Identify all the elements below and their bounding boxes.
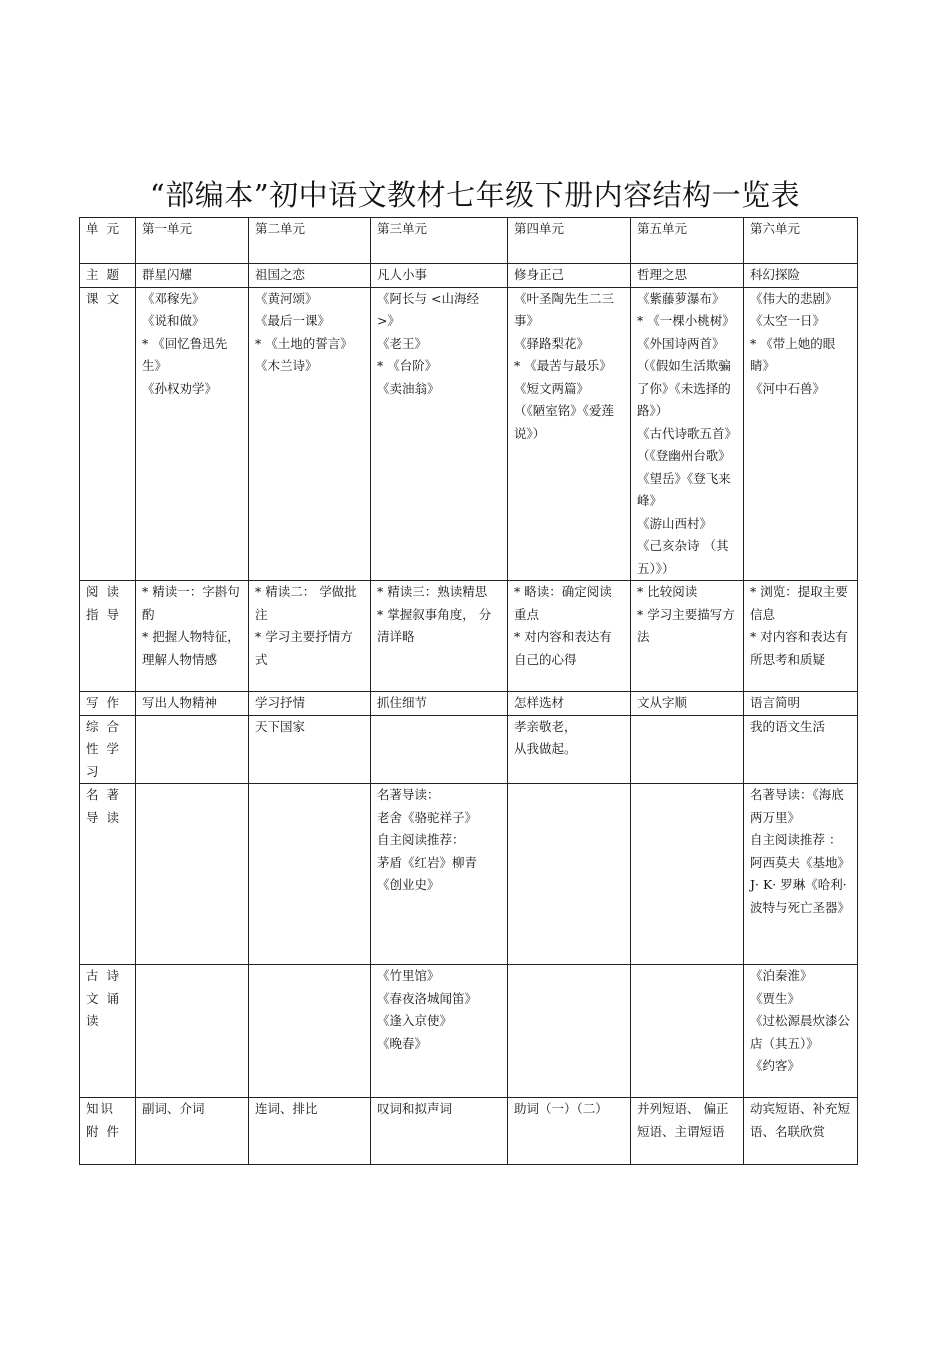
- row-label-integrated-learning: 综 合 性 学 习: [80, 715, 136, 784]
- cell-unit-6: 第六单元: [744, 218, 858, 264]
- cell-unit-2: 第二单元: [249, 218, 371, 264]
- row-label-classics-guide: 名 著 导 读: [80, 784, 136, 965]
- row-label-unit: 单 元: [80, 218, 136, 264]
- row-label-knowledge-appendix: 知识 附 件: [80, 1098, 136, 1165]
- table-row-unit: [80, 218, 858, 264]
- cell-unit-4: 第四单元: [508, 218, 631, 264]
- cell-poetry-3: 《竹里馆》 《春夜洛城闻笛》 《逢入京使》 《晚春》: [371, 965, 508, 1098]
- cell-theme-1: 群星闪耀: [136, 264, 249, 288]
- cell-knowledge-1: 副词、介词: [136, 1098, 249, 1165]
- cell-integrated-6: 我的语文生活: [744, 715, 858, 784]
- table-row-classics-guide: [80, 784, 858, 965]
- cell-classics-3: 名著导读： 老舍《骆驼祥子》 自主阅读推荐： 茅盾《红岩》柳青《创业史》: [371, 784, 508, 965]
- cell-integrated-1: [136, 715, 249, 784]
- row-label-writing: 写 作: [80, 692, 136, 716]
- cell-writing-3: 抓住细节: [371, 692, 508, 716]
- cell-knowledge-5: 并列短语、 偏正短语、主谓短语: [631, 1098, 744, 1165]
- cell-texts-6: 《伟大的悲剧》 《太空一日》 * 《带上她的眼睛》 《河中石兽》: [744, 287, 858, 581]
- table-row-texts: [80, 287, 858, 581]
- table-row-writing: [80, 692, 858, 716]
- cell-guide-4: * 略读：确定阅读重点 * 对内容和表达有自己的心得: [508, 581, 631, 692]
- cell-knowledge-6: 动宾短语、补充短语、名联欣赏: [744, 1098, 858, 1165]
- cell-classics-5: [631, 784, 744, 965]
- table-row-knowledge-appendix: [80, 1098, 858, 1165]
- cell-classics-4: [508, 784, 631, 965]
- cell-writing-6: 语言简明: [744, 692, 858, 716]
- row-label-theme: 主 题: [80, 264, 136, 288]
- cell-classics-2: [249, 784, 371, 965]
- cell-theme-6: 科幻探险: [744, 264, 858, 288]
- cell-classics-6: 名著导读：《海底两万里》 自主阅读推荐 ：阿西莫夫《基地》 J· K· 罗琳《哈利· 波特与死亡圣器》: [744, 784, 858, 965]
- table-row-integrated-learning: [80, 715, 858, 784]
- cell-writing-2: 学习抒情: [249, 692, 371, 716]
- cell-texts-4: 《叶圣陶先生二三事》 《驿路梨花》 * 《最苦与最乐》 《短文两篇》 （《陋室铭》《爱莲说》）: [508, 287, 631, 581]
- cell-knowledge-2: 连词、排比: [249, 1098, 371, 1165]
- cell-integrated-5: [631, 715, 744, 784]
- cell-classics-1: [136, 784, 249, 965]
- table-row-reading-guide: [80, 581, 858, 692]
- cell-texts-3: 《阿长与 <山海经>》 《老王》 * 《台阶》 《卖油翁》: [371, 287, 508, 581]
- cell-poetry-1: [136, 965, 249, 1098]
- cell-unit-1: 第一单元: [136, 218, 249, 264]
- cell-texts-1: 《邓稼先》 《说和做》 * 《回忆鲁迅先生》 《孙权劝学》: [136, 287, 249, 581]
- page-title: “部编本”初中语文教材七年级下册内容结构一览表: [149, 178, 801, 212]
- row-label-reading-guide: 阅 读 指 导: [80, 581, 136, 692]
- cell-guide-2: * 精读二： 学做批注 * 学习主要抒情方式: [249, 581, 371, 692]
- cell-poetry-4: [508, 965, 631, 1098]
- row-label-texts: 课 文: [80, 287, 136, 581]
- cell-knowledge-3: 叹词和拟声词: [371, 1098, 508, 1165]
- cell-integrated-2: 天下国家: [249, 715, 371, 784]
- cell-theme-2: 祖国之恋: [249, 264, 371, 288]
- cell-guide-5: * 比较阅读 * 学习主要描写方法: [631, 581, 744, 692]
- cell-guide-3: * 精读三：熟读精思 * 掌握叙事角度， 分清详略: [371, 581, 508, 692]
- cell-theme-4: 修身正己: [508, 264, 631, 288]
- table-row-ancient-poetry: [80, 965, 858, 1098]
- cell-poetry-6: 《泊秦淮》 《贾生》 《过松源晨炊漆公店（其五）》 《约客》: [744, 965, 858, 1098]
- cell-theme-3: 凡人小事: [371, 264, 508, 288]
- cell-poetry-2: [249, 965, 371, 1098]
- table-row-theme: [80, 264, 858, 288]
- cell-unit-3: 第三单元: [371, 218, 508, 264]
- cell-knowledge-4: 助词（一）（二）: [508, 1098, 631, 1165]
- cell-texts-2: 《黄河颂》 《最后一课》 * 《土地的誓言》 《木兰诗》: [249, 287, 371, 581]
- cell-writing-4: 怎样选材: [508, 692, 631, 716]
- cell-integrated-4: 孝亲敬老， 从我做起。: [508, 715, 631, 784]
- cell-texts-5: 《紫藤萝瀑布》 * 《一棵小桃树》 《外国诗两首》 （《假如生活欺骗了你》《未选择的路》） 《古代诗歌五首》 （《登幽州台歌》《望岳》《登飞来峰》 《游山西村》 《己亥杂诗 （其五）》）: [631, 287, 744, 581]
- content-structure-table: [79, 217, 858, 1165]
- cell-guide-6: * 浏览：提取主要信息 * 对内容和表达有所思考和质疑: [744, 581, 858, 692]
- cell-integrated-3: [371, 715, 508, 784]
- row-label-ancient-poetry: 古 诗 文 诵 读: [80, 965, 136, 1098]
- cell-theme-5: 哲理之思: [631, 264, 744, 288]
- cell-unit-5: 第五单元: [631, 218, 744, 264]
- cell-guide-1: * 精读一：字斟句酌 * 把握人物特征，理解人物情感: [136, 581, 249, 692]
- cell-poetry-5: [631, 965, 744, 1098]
- cell-writing-1: 写出人物精神: [136, 692, 249, 716]
- cell-writing-5: 文从字顺: [631, 692, 744, 716]
